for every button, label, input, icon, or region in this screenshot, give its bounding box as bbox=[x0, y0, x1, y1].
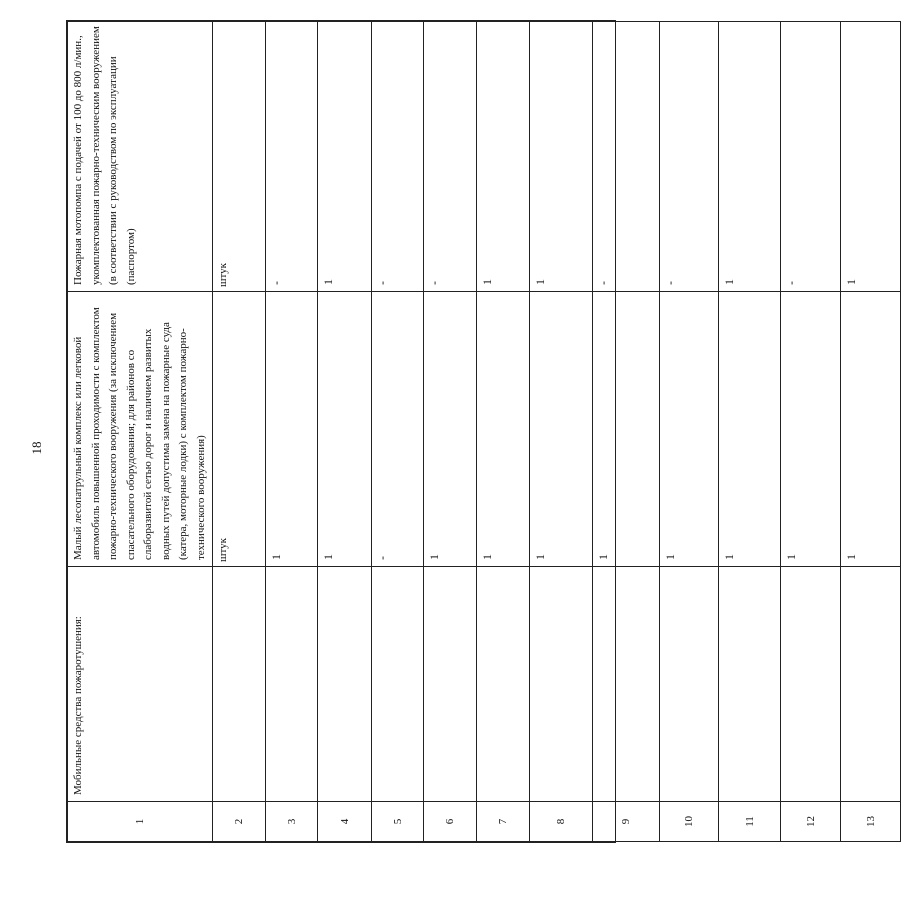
row-value: 1 bbox=[318, 292, 372, 567]
row-value: 1 bbox=[477, 22, 530, 292]
row-value bbox=[424, 567, 477, 802]
row-value: 1 bbox=[841, 22, 901, 292]
row-value bbox=[266, 567, 318, 802]
table-column-6 bbox=[424, 22, 477, 842]
row-value: - bbox=[781, 22, 841, 292]
row-value bbox=[593, 567, 660, 802]
row-name: Пожарная мотопомпа с подачей от 100 до 800 л/мин., укомплектованная пожарно-техническим вооружением (в соответствии с руководством по эксплуатации (паспортом) bbox=[68, 22, 213, 292]
row-value: 1 bbox=[719, 22, 781, 292]
row-value: 1 bbox=[318, 22, 372, 292]
row-unit: штук bbox=[213, 22, 266, 292]
row-value: - bbox=[593, 22, 660, 292]
column-header: 8 bbox=[530, 802, 593, 842]
table-column-11 bbox=[719, 22, 781, 842]
row-value: 1 bbox=[593, 292, 660, 567]
column-header: 2 bbox=[213, 802, 266, 842]
table-column-7 bbox=[477, 22, 530, 842]
row-value bbox=[841, 567, 901, 802]
row-value: 1 bbox=[781, 292, 841, 567]
table-column-4 bbox=[318, 22, 372, 842]
table-column-9 bbox=[593, 22, 660, 842]
table-column-13 bbox=[841, 22, 901, 842]
column-header: 5 bbox=[372, 802, 424, 842]
table-column-2 bbox=[213, 22, 266, 842]
column-header: 10 bbox=[660, 802, 719, 842]
row-value bbox=[530, 567, 593, 802]
table-column-10 bbox=[660, 22, 719, 842]
row-value: - bbox=[372, 292, 424, 567]
page-number: 18 bbox=[29, 441, 44, 455]
table-column-5 bbox=[372, 22, 424, 842]
row-value: - bbox=[424, 22, 477, 292]
row-value: - bbox=[266, 22, 318, 292]
row-value: 1 bbox=[660, 292, 719, 567]
row-unit: штук bbox=[213, 292, 266, 567]
row-name: Мобильные средства пожаротушения: bbox=[68, 567, 213, 802]
row-value: 1 bbox=[477, 292, 530, 567]
row-value bbox=[477, 567, 530, 802]
row-value bbox=[660, 567, 719, 802]
row-value: - bbox=[372, 22, 424, 292]
table-column-3 bbox=[266, 22, 318, 842]
column-header: 4 bbox=[318, 802, 372, 842]
row-value bbox=[781, 567, 841, 802]
column-header: 13 bbox=[841, 802, 901, 842]
row-value bbox=[719, 567, 781, 802]
row-value bbox=[318, 567, 372, 802]
row-value: 1 bbox=[266, 292, 318, 567]
column-header: 9 bbox=[593, 802, 660, 842]
column-header: 7 bbox=[477, 802, 530, 842]
row-value: - bbox=[660, 22, 719, 292]
row-unit bbox=[213, 567, 266, 802]
table-column-1 bbox=[68, 22, 213, 842]
row-value: 1 bbox=[841, 292, 901, 567]
row-value: 1 bbox=[719, 292, 781, 567]
row-value: 1 bbox=[530, 292, 593, 567]
equipment-table bbox=[66, 20, 877, 843]
column-header: 3 bbox=[266, 802, 318, 842]
column-header: 12 bbox=[781, 802, 841, 842]
row-value: 1 bbox=[530, 22, 593, 292]
table-column-12 bbox=[781, 22, 841, 842]
row-value: 1 bbox=[424, 292, 477, 567]
column-header: 6 bbox=[424, 802, 477, 842]
column-header: 1 bbox=[68, 802, 213, 842]
row-value bbox=[372, 567, 424, 802]
row-name: Малый лесопатрульный комплекс или легковой автомобиль повышенной проходимости с комплектом пожарно-технического вооружения (за исключением спасательного оборудования; для районов со слаборазвитой сетью дорог и наличием развитых водных путей допустима замена на пожарные суда (катера, моторные лодки) с комплектом пожарно-технического вооружения) bbox=[68, 292, 213, 567]
table-body bbox=[68, 22, 901, 842]
column-header: 11 bbox=[719, 802, 781, 842]
table-column-8 bbox=[530, 22, 593, 842]
